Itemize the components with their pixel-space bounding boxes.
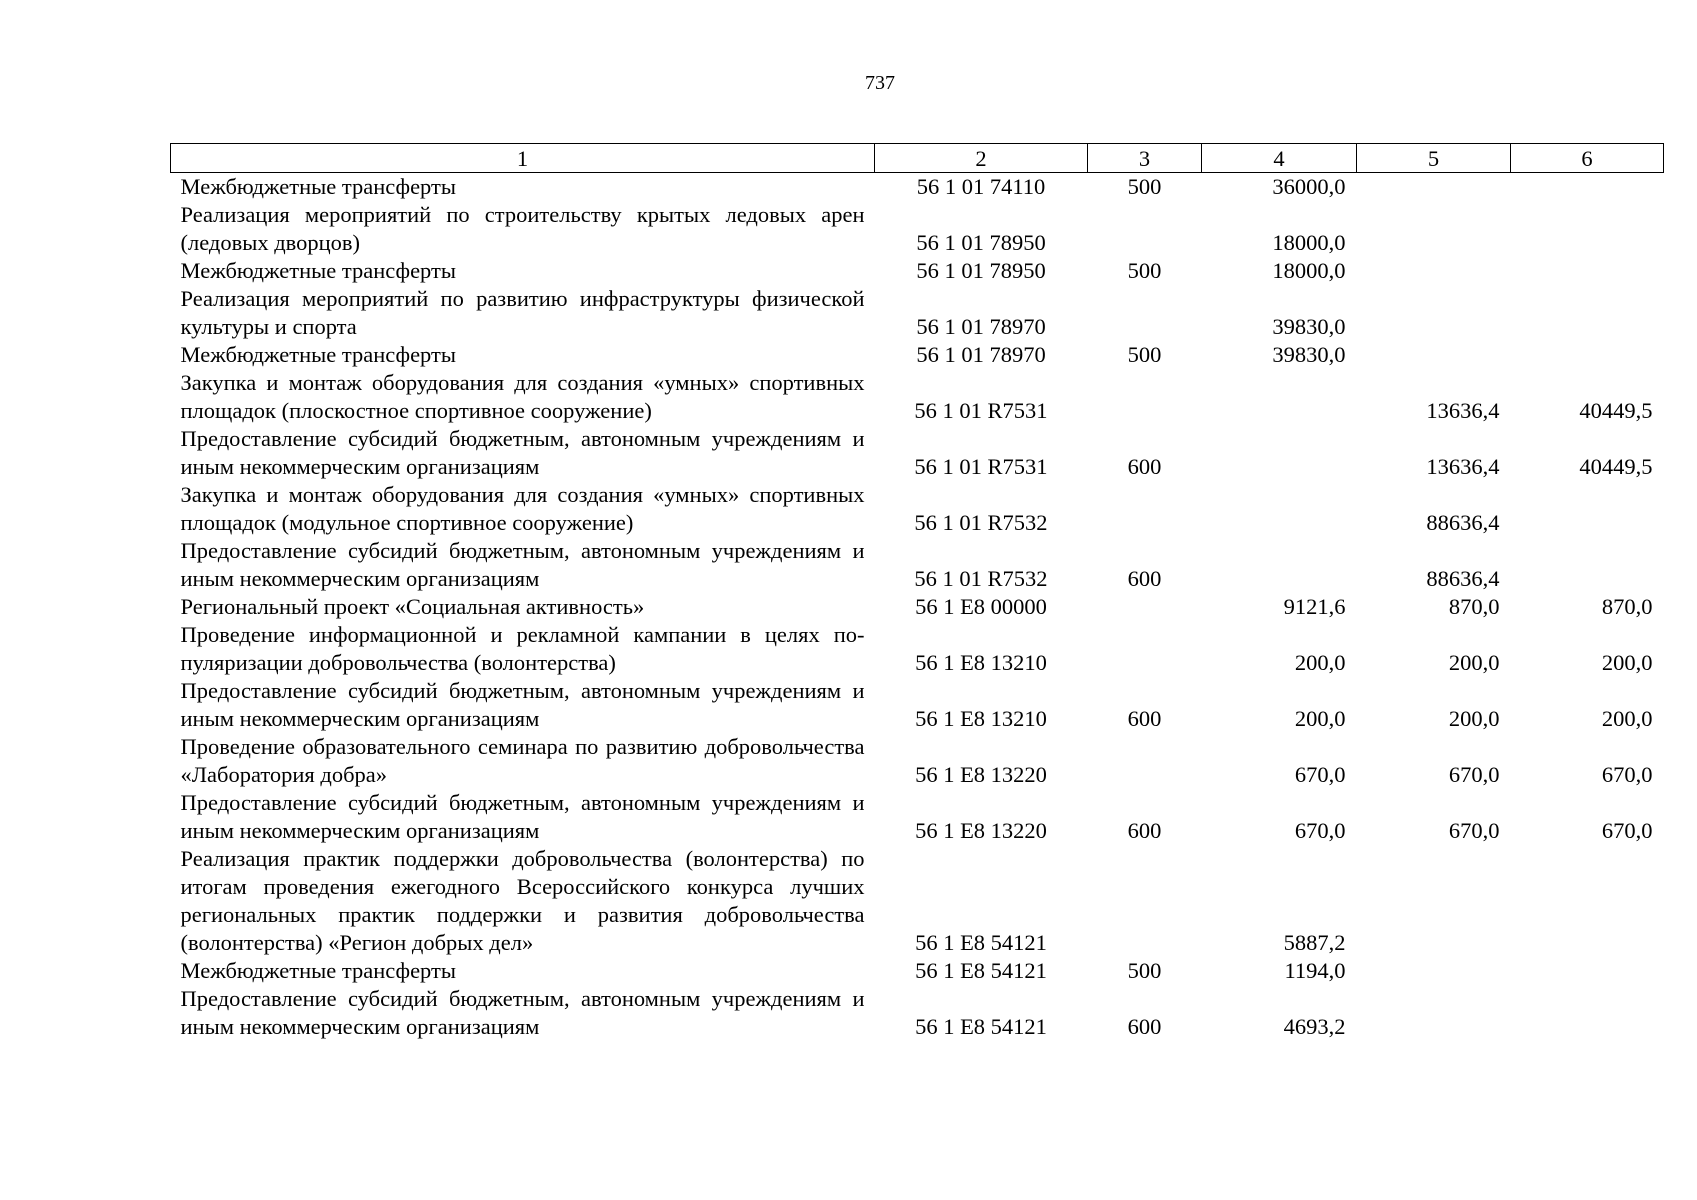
row-code: 56 1 01 78950 [916, 258, 1046, 283]
row-kind: 500 [1127, 174, 1162, 199]
row-code: 56 1 E8 13210 [915, 706, 1047, 731]
header-row [171, 144, 1664, 173]
row-value-col4: 39830,0 [1272, 314, 1346, 339]
row-code: 56 1 01 78970 [916, 342, 1046, 367]
row-value-col6: 670,0 [1601, 818, 1653, 843]
row-kind: 600 [1127, 566, 1162, 591]
row-kind [1088, 481, 1202, 537]
row-name: Реализация мероприятий по развитию инфраструктуры физической культуры и спорта [180, 286, 865, 339]
row-code: 56 1 E8 13210 [915, 650, 1047, 675]
table-row [171, 537, 1664, 593]
row-value-col4 [1202, 369, 1357, 425]
row-code: 56 1 01 R7531 [914, 398, 1048, 423]
row-code: 56 1 E8 54121 [915, 930, 1047, 955]
table-row [171, 173, 1664, 202]
row-value-col4: 1194,0 [1284, 958, 1346, 983]
table-row [171, 481, 1664, 537]
row-value-col6 [1511, 481, 1664, 537]
row-value-col4 [1202, 425, 1357, 481]
row-code: 56 1 01 R7532 [914, 510, 1048, 535]
row-value-col6 [1511, 201, 1664, 257]
row-value-col4: 18000,0 [1272, 230, 1346, 255]
row-kind: 500 [1127, 342, 1162, 367]
row-value-col6 [1511, 257, 1664, 285]
row-kind: 600 [1127, 818, 1162, 843]
table-row [171, 957, 1664, 985]
row-name: Предоставление субсидий бюджетным, автономным учреждениям и иным некоммерческим организациям [180, 678, 865, 731]
row-kind [1088, 369, 1202, 425]
row-code: 56 1 E8 00000 [915, 594, 1047, 619]
row-value-col4: 670,0 [1294, 762, 1346, 787]
row-kind [1088, 201, 1202, 257]
row-value-col6: 870,0 [1601, 594, 1653, 619]
row-name: Межбюджетные трансферты [180, 174, 456, 199]
table-row [171, 789, 1664, 845]
row-value-col6 [1511, 285, 1664, 341]
row-kind [1088, 845, 1202, 957]
row-value-col5: 870,0 [1448, 594, 1500, 619]
row-name: Проведение образовательного семинара по развитию добровольчества «Лаборатория добра» [180, 734, 865, 787]
table-row [171, 593, 1664, 621]
row-value-col6 [1511, 173, 1664, 202]
row-name: Реализация практик поддержки добровольчества (волонтерства) по итогам проведения ежегодного Всероссийского конкурса лучших региональных практик поддержки и развития добровольчества (волонтерства) «Регион добрых дел» [180, 846, 865, 955]
row-kind [1088, 621, 1202, 677]
row-value-col4: 4693,2 [1283, 1014, 1346, 1039]
row-kind: 600 [1127, 1014, 1162, 1039]
row-value-col5 [1357, 257, 1511, 285]
row-name: Региональный проект «Социальная активность» [180, 594, 645, 619]
column-header-2: 2 [875, 144, 1088, 173]
row-name: Закупка и монтаж оборудования для создания «умных» спортивных площадок (плоскостное спортивное сооружение) [180, 370, 865, 423]
page-number: 737 [865, 72, 895, 94]
row-value-col4: 5887,2 [1283, 930, 1346, 955]
row-code: 56 1 01 78950 [916, 230, 1046, 255]
row-value-col6 [1511, 957, 1664, 985]
row-value-col6: 670,0 [1601, 762, 1653, 787]
table-row [171, 341, 1664, 369]
row-value-col5 [1357, 845, 1511, 957]
table-row [171, 985, 1664, 1041]
row-value-col5: 670,0 [1448, 818, 1500, 843]
row-name: Закупка и монтаж оборудования для создания «умных» спортивных площадок (модульное спортивное сооружение) [180, 482, 865, 535]
row-kind: 500 [1127, 958, 1162, 983]
row-value-col6: 200,0 [1601, 650, 1653, 675]
table-row [171, 201, 1664, 257]
row-value-col4: 9121,6 [1283, 594, 1346, 619]
row-name: Предоставление субсидий бюджетным, автономным учреждениям и иным некоммерческим организациям [180, 426, 865, 479]
row-value-col6 [1511, 341, 1664, 369]
table-row [171, 369, 1664, 425]
budget-table [170, 143, 1664, 1041]
row-kind [1088, 593, 1202, 621]
table-row [171, 285, 1664, 341]
row-name: Межбюджетные трансферты [180, 342, 456, 367]
row-code: 56 1 01 R7531 [914, 454, 1048, 479]
row-value-col6: 200,0 [1601, 706, 1653, 731]
row-value-col6: 40449,5 [1579, 454, 1653, 479]
row-name: Реализация мероприятий по строительству крытых ледовых арен (ледовых дворцов) [180, 202, 865, 255]
row-value-col4: 200,0 [1294, 706, 1346, 731]
row-kind: 500 [1127, 258, 1162, 283]
row-value-col4 [1202, 481, 1357, 537]
row-name: Предоставление субсидий бюджетным, автономным учреждениям и иным некоммерческим организациям [180, 538, 865, 591]
row-value-col4 [1202, 537, 1357, 593]
row-value-col5 [1357, 285, 1511, 341]
column-header-5: 5 [1357, 144, 1511, 173]
table-header [171, 144, 1664, 173]
row-name: Межбюджетные трансферты [180, 258, 456, 283]
table-row [171, 733, 1664, 789]
row-value-col4: 39830,0 [1272, 342, 1346, 367]
column-header-3: 3 [1088, 144, 1202, 173]
row-value-col5 [1357, 173, 1511, 202]
table-row [171, 621, 1664, 677]
row-value-col4: 36000,0 [1272, 174, 1346, 199]
table-row [171, 845, 1664, 957]
table-row [171, 425, 1664, 481]
row-value-col4: 670,0 [1294, 818, 1346, 843]
row-kind: 600 [1127, 454, 1162, 479]
row-value-col5: 88636,4 [1426, 510, 1500, 535]
table-row [171, 677, 1664, 733]
row-value-col5 [1357, 985, 1511, 1041]
row-kind [1088, 733, 1202, 789]
row-value-col5: 13636,4 [1426, 398, 1500, 423]
row-code: 56 1 E8 13220 [915, 818, 1047, 843]
row-code: 56 1 E8 54121 [915, 1014, 1047, 1039]
column-header-6: 6 [1511, 144, 1664, 173]
row-name: Межбюджетные трансферты [180, 958, 456, 983]
row-value-col5: 670,0 [1448, 762, 1500, 787]
column-header-1: 1 [171, 144, 875, 173]
row-value-col5 [1357, 957, 1511, 985]
row-value-col5: 88636,4 [1426, 566, 1500, 591]
row-value-col4: 200,0 [1294, 650, 1346, 675]
row-code: 56 1 E8 13220 [915, 762, 1047, 787]
row-value-col6: 40449,5 [1579, 398, 1653, 423]
row-kind: 600 [1127, 706, 1162, 731]
row-code: 56 1 E8 54121 [915, 958, 1047, 983]
row-value-col6 [1511, 985, 1664, 1041]
row-value-col5: 13636,4 [1426, 454, 1500, 479]
row-name: Проведение информационной и рекламной кампании в целях популяризации добровольчества (волонтерства) [180, 622, 865, 675]
row-value-col5: 200,0 [1448, 650, 1500, 675]
row-value-col5 [1357, 341, 1511, 369]
row-kind [1088, 285, 1202, 341]
row-value-col5: 200,0 [1448, 706, 1500, 731]
row-code: 56 1 01 78970 [916, 314, 1046, 339]
row-name: Предоставление субсидий бюджетным, автономным учреждениям и иным некоммерческим организациям [180, 986, 865, 1039]
row-name: Предоставление субсидий бюджетным, автономным учреждениям и иным некоммерческим организациям [180, 790, 865, 843]
row-code: 56 1 01 R7532 [914, 566, 1048, 591]
column-header-4: 4 [1202, 144, 1357, 173]
row-value-col5 [1357, 201, 1511, 257]
table-row [171, 257, 1664, 285]
row-code: 56 1 01 74110 [916, 174, 1046, 199]
row-value-col6 [1511, 845, 1664, 957]
row-value-col4: 18000,0 [1272, 258, 1346, 283]
table-body [171, 173, 1664, 1042]
row-value-col6 [1511, 537, 1664, 593]
